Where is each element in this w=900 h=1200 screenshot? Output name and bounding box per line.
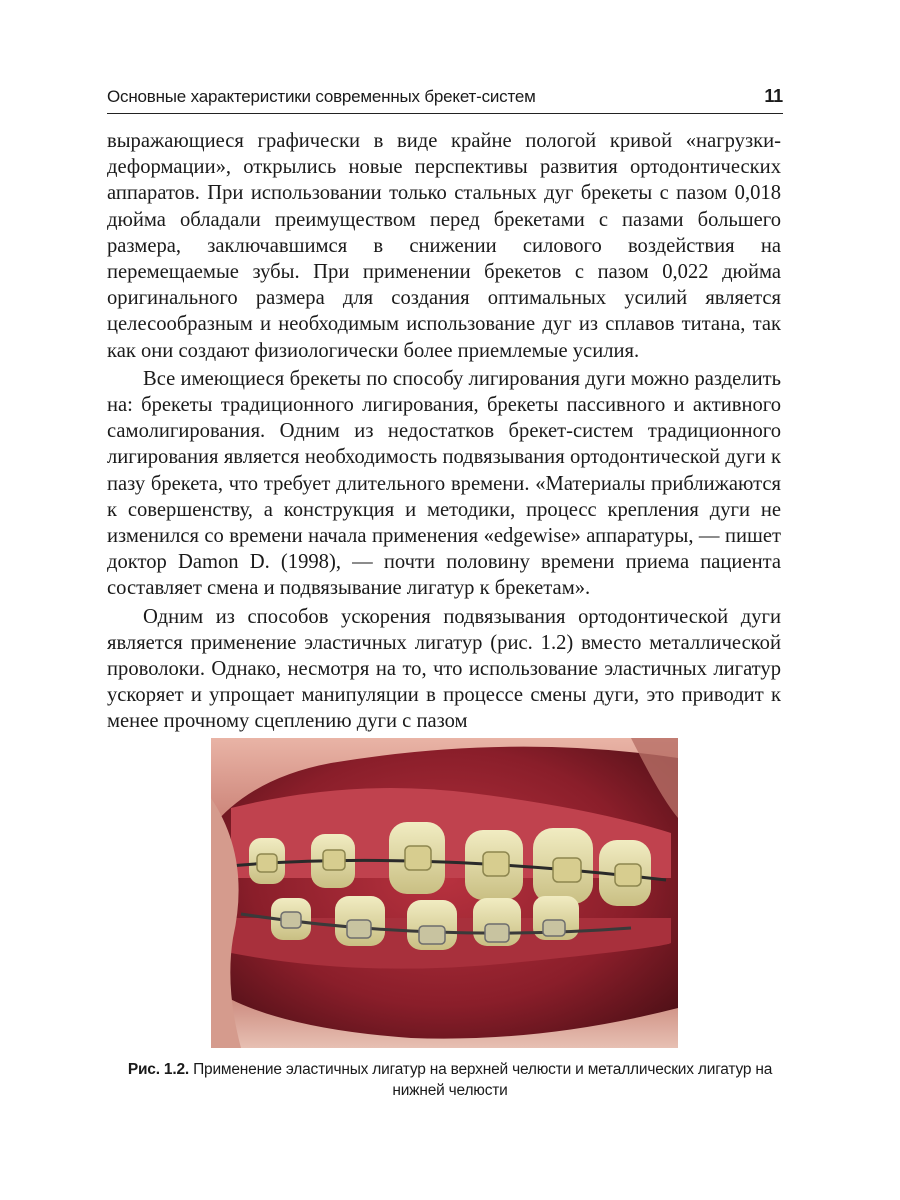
running-header (107, 86, 783, 114)
figure-photo-braces (211, 738, 678, 1048)
figure-caption-text: Применение эластичных лигатур на верхней челюсти и металлических лигатур на нижней челюсти (193, 1061, 773, 1099)
paragraph-2: Все имеющиеся брекеты по способу лигирования дуги можно разделить на: брекеты традиционного лигирования, брекеты пассивного и активного самолигирования. Одним из недостатков брекет-систем традиционного лигирования является необходимость подвязывания ортодонтической дуги к пазу брекета, что требует длительного времени. «Материалы приближаются к совершенству, а конструкция и методики, процесс крепления дуги не изменился со времени начала применения «edgewise» аппаратуры, — пишет доктор Damon D. (1998), — почти половину времени приема пациента составляет смена и подвязывание лигатур к брекетам». (107, 367, 781, 600)
page-number: 11 (764, 86, 783, 106)
figure-caption (100, 1059, 800, 1101)
body-text (107, 128, 781, 735)
braces-photo-illustration (211, 738, 678, 1048)
figure-label: Рис. 1.2. (127, 1061, 189, 1078)
paragraph-1: выражающиеся графически в виде крайне пологой кривой «нагрузки-деформации», открылись новые перспективы развития ортодонтических аппаратов. При использовании только стальных дуг брекеты с пазом 0,018 дюйма обладали преимуществом перед брекетами с пазами большего размера, заключавшимся в снижении силового воздействия на перемещаемые зубы. При применении брекетов с пазом 0,022 дюйма оригинального размера для создания оптимальных усилий является целесообразным и необходимым использование дуг из сплавов титана, так как они создают физиологически более приемлемые усилия. (107, 130, 781, 362)
running-title: Основные характеристики современных брекет-систем (107, 87, 536, 106)
paragraph-3: Одним из способов ускорения подвязывания ортодонтической дуги является применение эластичных лигатур (рис. 1.2) вместо металлической проволоки. Однако, несмотря на то, что использование эластичных лигатур ускоряет и упрощает манипуляции в процессе смены дуги, это приводит к менее прочному сцеплению дуги с пазом (107, 605, 781, 733)
